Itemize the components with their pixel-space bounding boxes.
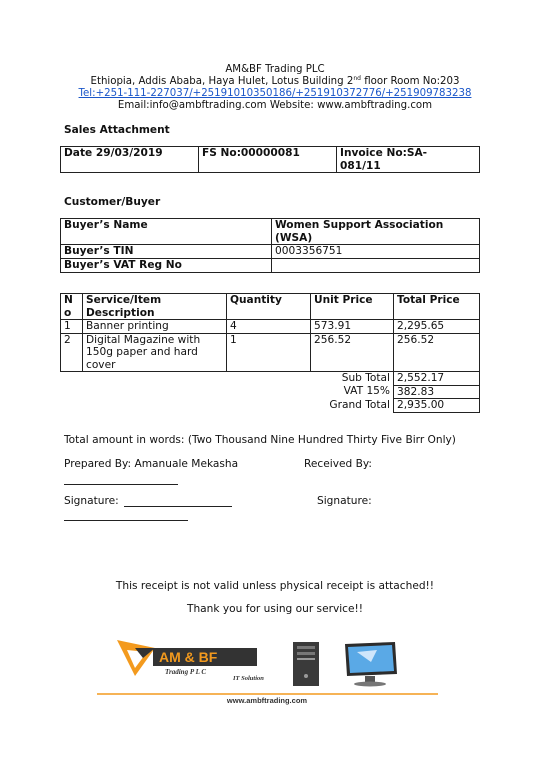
header-unit-price: Unit Price (311, 294, 394, 320)
grand-total-label: Grand Total (329, 398, 390, 411)
company-name: AM&BF Trading PLC (225, 64, 325, 75)
signature-right-line (64, 520, 188, 521)
subtotal-value: 2,552.17 (394, 372, 480, 386)
row-total-price: 2,295.65 (394, 320, 480, 334)
company-tel-link[interactable]: Tel:+251-111-227037/+25191010350186/+251910372776/+251909783238 (78, 88, 472, 99)
header-no: N o (61, 294, 83, 320)
logo-text: AM & BF (159, 649, 218, 665)
row-description: Digital Magazine with 150g paper and hard cover (83, 333, 227, 372)
signature-left-label: Signature: (64, 495, 119, 507)
row-description: Banner printing (83, 320, 227, 334)
date-cell: Date 29/03/2019 (61, 147, 199, 173)
buyer-tin-label: Buyer’s TIN (61, 245, 272, 259)
buyer-tin-value: 0003356751 (272, 245, 480, 259)
invoice-info-table (60, 146, 480, 173)
vat-row (61, 385, 480, 399)
computer-tower-icon (293, 642, 319, 686)
validity-notice: This receipt is not valid unless physical receipt is attached!! (115, 580, 435, 592)
row-total-price: 256.52 (394, 333, 480, 372)
logo-subtext: Trading P L C (165, 668, 207, 676)
doc-title: Sales Attachment (64, 124, 170, 136)
company-email-website: Email:info@ambftrading.com Website: www.ambftrading.com (117, 100, 433, 111)
customer-heading: Customer/Buyer (64, 196, 161, 208)
amount-in-words: Total amount in words: (Two Thousand Nine Hundred Thirty Five Birr Only) (64, 434, 456, 446)
monitor-icon (345, 642, 397, 687)
header-quantity: Quantity (227, 294, 311, 320)
vat-value: 382.83 (394, 385, 480, 399)
buyer-vat-value (272, 258, 480, 272)
buyer-name-value: Women Support Association (WSA) (272, 219, 480, 245)
grand-total-row (61, 399, 480, 413)
fs-no-cell: FS No:00000081 (199, 147, 337, 173)
received-signature-line (64, 484, 178, 485)
row-unit-price: 256.52 (311, 333, 394, 372)
footer-banner (95, 628, 440, 708)
received-by: Received By: (304, 458, 372, 470)
row-no: 2 (61, 333, 83, 372)
row-quantity: 4 (227, 320, 311, 334)
thank-you-note: Thank you for using our service!! (186, 603, 363, 615)
buyer-table (60, 218, 480, 273)
row-unit-price: 573.91 (311, 320, 394, 334)
header-total-price: Total Price (394, 294, 480, 320)
company-address: Ethiopia, Addis Ababa, Haya Hulet, Lotus Building 2nd floor Room No:203 (90, 75, 460, 87)
signature-left-line (124, 506, 232, 507)
row-quantity: 1 (227, 333, 311, 372)
header-service: Service/Item Description (83, 294, 227, 320)
grand-total-value: 2,935.00 (394, 399, 480, 413)
buyer-name-label: Buyer’s Name (61, 219, 272, 245)
subtotal-row (61, 372, 480, 386)
subtotal-label: Sub Total (341, 372, 390, 384)
table-row (61, 320, 480, 334)
row-no: 1 (61, 320, 83, 334)
footer-website: www.ambftrading.com (226, 696, 308, 705)
items-table (60, 293, 480, 413)
prepared-by: Prepared By: Amanuale Mekasha (64, 458, 239, 470)
vat-label: VAT 15% (343, 385, 390, 397)
invoice-no-cell: Invoice No:SA- 081/11 (337, 147, 480, 173)
table-row (61, 333, 480, 372)
signature-right-label: Signature: (317, 495, 372, 507)
it-solution-text: IT Solution (233, 675, 264, 682)
items-header-row (61, 294, 480, 320)
buyer-vat-label: Buyer’s VAT Reg No (61, 258, 272, 272)
